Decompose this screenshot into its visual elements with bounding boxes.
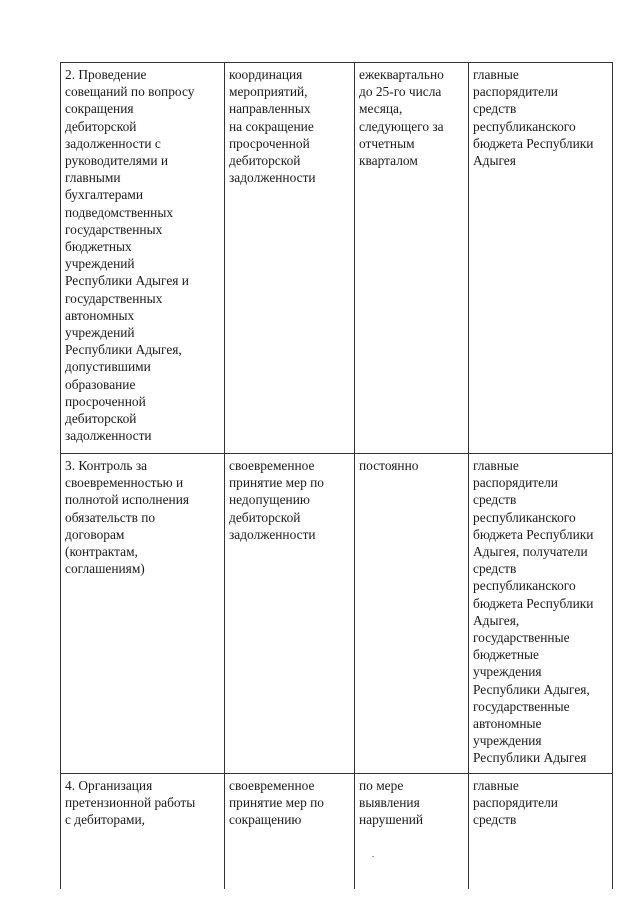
responsible-cell [469, 63, 613, 454]
responsible-text: главные распорядители средств [473, 778, 558, 828]
purpose-cell [225, 454, 355, 774]
event-text: 2. Проведение совещаний по вопросу сокращения дебиторской задолженности с руководителями и главными бухгалтерами подведомственных государственных бюджетных учреждений Республики Адыгея и государственных автономных учреждений Республики Адыгея, допустившими образование просроченной дебиторской задолженности [65, 67, 195, 444]
event-cell [61, 63, 225, 454]
term-text: постоянно [359, 458, 419, 473]
term-text: ежеквартально до 25-го числа месяца, следующего за отчетным кварталом [359, 67, 444, 169]
responsible-cell [469, 454, 613, 774]
term-text: по мере выявления нарушений [359, 778, 424, 828]
event-text: 4. Организация претензионной работы с дебиторами, [65, 778, 196, 828]
event-cell [61, 454, 225, 774]
scan-speck [372, 856, 374, 857]
responsible-text: главные распорядители средств республиканского бюджета Республики Адыгея, получатели средств республиканского бюджета Республики Адыгея, государственные бюджетные учреждения Республики Адыгея, государственные автономные учреждения Республики Адыгея [473, 458, 594, 766]
term-cell [355, 774, 469, 890]
purpose-text: координация мероприятий, направленных на сокращение просроченной дебиторской задолженности [229, 67, 316, 186]
responsible-text: главные распорядители средств республиканского бюджета Республики Адыгея [473, 67, 594, 169]
event-cell [61, 774, 225, 890]
term-cell [355, 63, 469, 454]
purpose-text: своевременное принятие мер по сокращению [229, 778, 324, 828]
table-row [61, 774, 613, 890]
purpose-cell [225, 774, 355, 890]
table-row [61, 454, 613, 774]
responsible-cell [469, 774, 613, 890]
purpose-text: своевременное принятие мер по недопущению дебиторской задолженности [229, 458, 324, 542]
table-row [61, 63, 613, 454]
measures-table [60, 62, 613, 889]
term-cell [355, 454, 469, 774]
event-text: 3. Контроль за своевременностью и полнотой исполнения обязательств по договорам (контрактам, соглашениям) [65, 458, 190, 577]
purpose-cell [225, 63, 355, 454]
